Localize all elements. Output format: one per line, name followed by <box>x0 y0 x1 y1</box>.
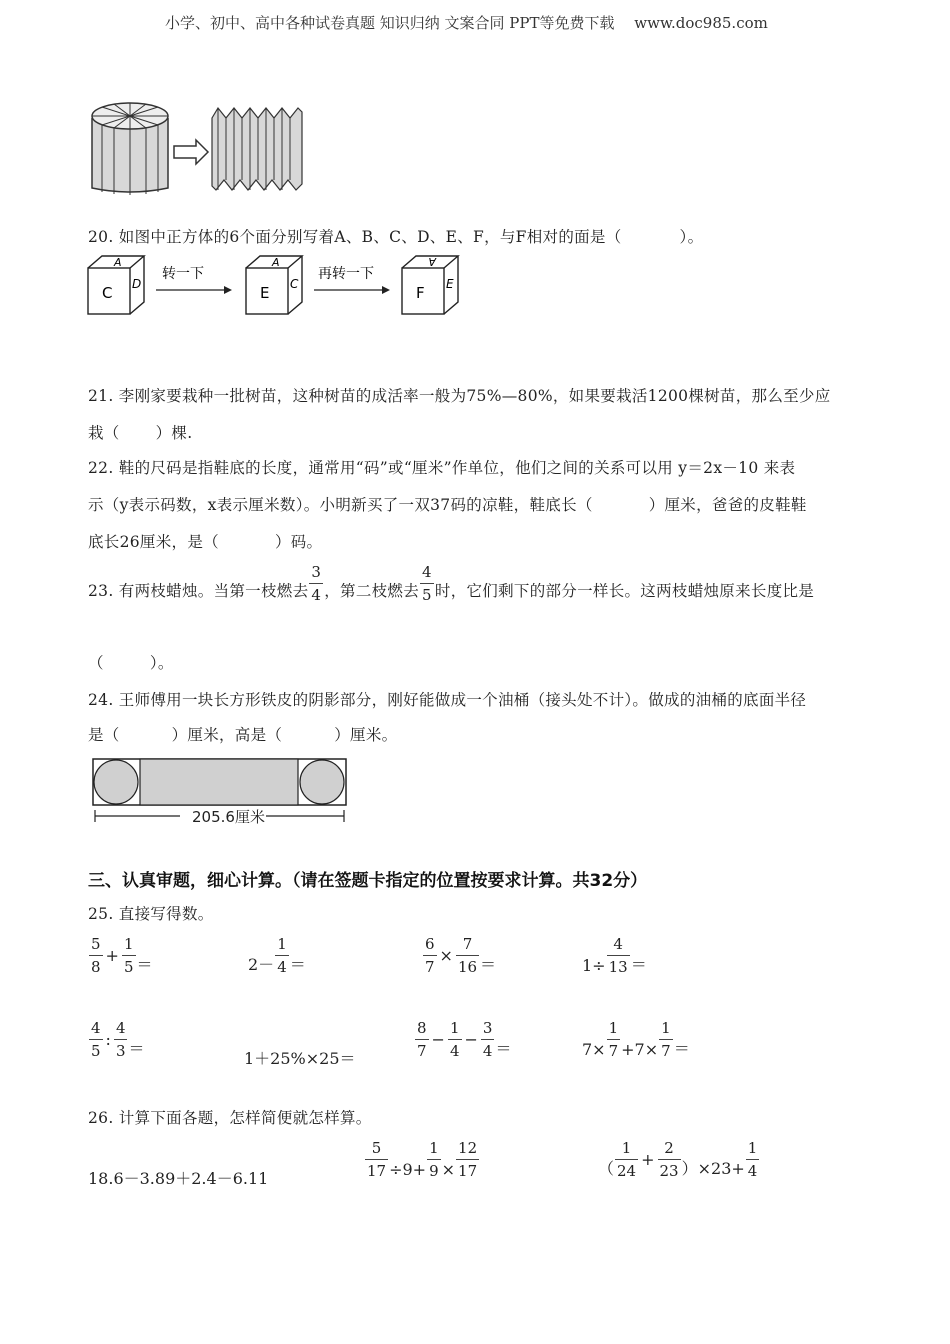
section-3-title: 三、认真审题，细心计算。（请在签题卡指定的位置按要求计算。共32分） <box>88 871 648 891</box>
arrow-right-icon <box>314 286 390 294</box>
expression-1: $\frac{5}{8}$ + $\frac{1}{5}$ ＝ <box>91 935 153 976</box>
page-header: 小学、初中、高中各种试卷真题 知识归纳 文案合同 PPT等免费下载 www.doc985.com <box>165 14 768 32</box>
expression-5: $\frac{4}{5}$ : $\frac{4}{3}$ ＝ <box>91 1019 145 1060</box>
expression-4: 1÷ $\frac{4}{13}$ ＝ <box>582 935 647 976</box>
cube-3-front: F <box>416 284 425 302</box>
cube-3-top: A <box>428 255 436 268</box>
arrow-1-label: 转一下 <box>162 266 204 282</box>
question-24-line-1: 24. 王师傅用一块长方形铁皮的阴影部分，刚好能做成一个油桶（接头处不计）。做成的油桶的底面半径 <box>88 691 807 709</box>
question-25-title: 25. 直接写得数。 <box>88 905 214 923</box>
expression-3: $\frac{6}{7}$ × $\frac{7}{16}$ ＝ <box>425 935 497 976</box>
cylinder-rearrange-figure <box>88 100 318 195</box>
question-22-line-3: 底长26厘米，是（ ）码。 <box>88 533 323 551</box>
question-21-line-1: 21. 李刚家要栽种一批树苗，这种树苗的成活率一般为75%—80%，如果要栽活1200棵树苗，那么至少应 <box>88 387 831 405</box>
expression-7: $\frac{8}{7}$ − $\frac{1}{4}$ − $\frac{3}{4}$ ＝ <box>417 1019 512 1060</box>
arrow-right-icon <box>156 286 232 294</box>
cube-1-front: C <box>102 284 113 302</box>
arrow-icon <box>174 140 208 164</box>
cube-2-side: C <box>290 277 299 291</box>
expression-8: 7× $\frac{1}{7}$ +7× $\frac{1}{7}$ ＝ <box>582 1019 690 1060</box>
cube-rotation-figure <box>86 254 466 318</box>
cube-2-top: A <box>272 256 280 269</box>
question-22-line-1: 22. 鞋的尺码是指鞋底的长度，通常用“码”或“厘米”作单位，他们之间的关系可以用 y＝2x－10 来表 <box>88 459 796 477</box>
question-20: 20. 如图中正方体的6个面分别写着A、B、C、D、E、F，与F相对的面是（ ）。 <box>88 228 704 246</box>
expression-6: 1＋25%×25＝ <box>244 1049 356 1068</box>
fraction: $\frac{3}{4}$ <box>311 563 322 604</box>
question-22-line-2: 示（y表示码数，x表示厘米数）。小明新买了一双37码的凉鞋，鞋底长（ ）厘米，爸爸的皮鞋鞋 <box>88 496 807 514</box>
problem-2: $\frac{5}{17}$ ÷9+ $\frac{1}{9}$ × $\frac{12}{17}$ <box>367 1139 478 1180</box>
cube-3-side: E <box>446 277 454 291</box>
expression-2: 2－ $\frac{1}{4}$ ＝ <box>248 935 306 976</box>
problem-3: （ $\frac{1}{24}$ + $\frac{2}{23}$ ）×23+ $\frac{1}{4}$ <box>598 1139 758 1180</box>
question-24-line-2: 是（ ）厘米，高是（ ）厘米。 <box>88 726 398 744</box>
fraction: $\frac{4}{5}$ <box>422 563 432 604</box>
problem-1: 18.6－3.89＋2.4－6.11 <box>88 1169 269 1188</box>
cube-2-front: E <box>260 284 270 302</box>
question-21-line-2: 栽（ ）棵. <box>88 424 193 442</box>
oil-drum-sheet-figure <box>90 756 352 828</box>
rearranged-figure <box>212 108 302 190</box>
cube-1-top: A <box>114 256 122 269</box>
question-23-line-2: （ ）。 <box>88 654 174 672</box>
arrow-2-label: 再转一下 <box>318 266 374 282</box>
dimension-label: 205.6厘米 <box>192 808 265 826</box>
cylinder-figure <box>92 103 168 195</box>
cube-1-side: D <box>132 277 142 291</box>
question-26-title: 26. 计算下面各题，怎样简便就怎样算。 <box>88 1109 372 1127</box>
question-23-line-1: 23. 有两枝蜡烛。当第一枝燃去 $\frac{3}{4}$ ，第二枝燃去 $\frac{4}{5}$ 时，它们剩下的部分一样长。这两枝蜡烛原来长度比是 <box>88 563 815 604</box>
